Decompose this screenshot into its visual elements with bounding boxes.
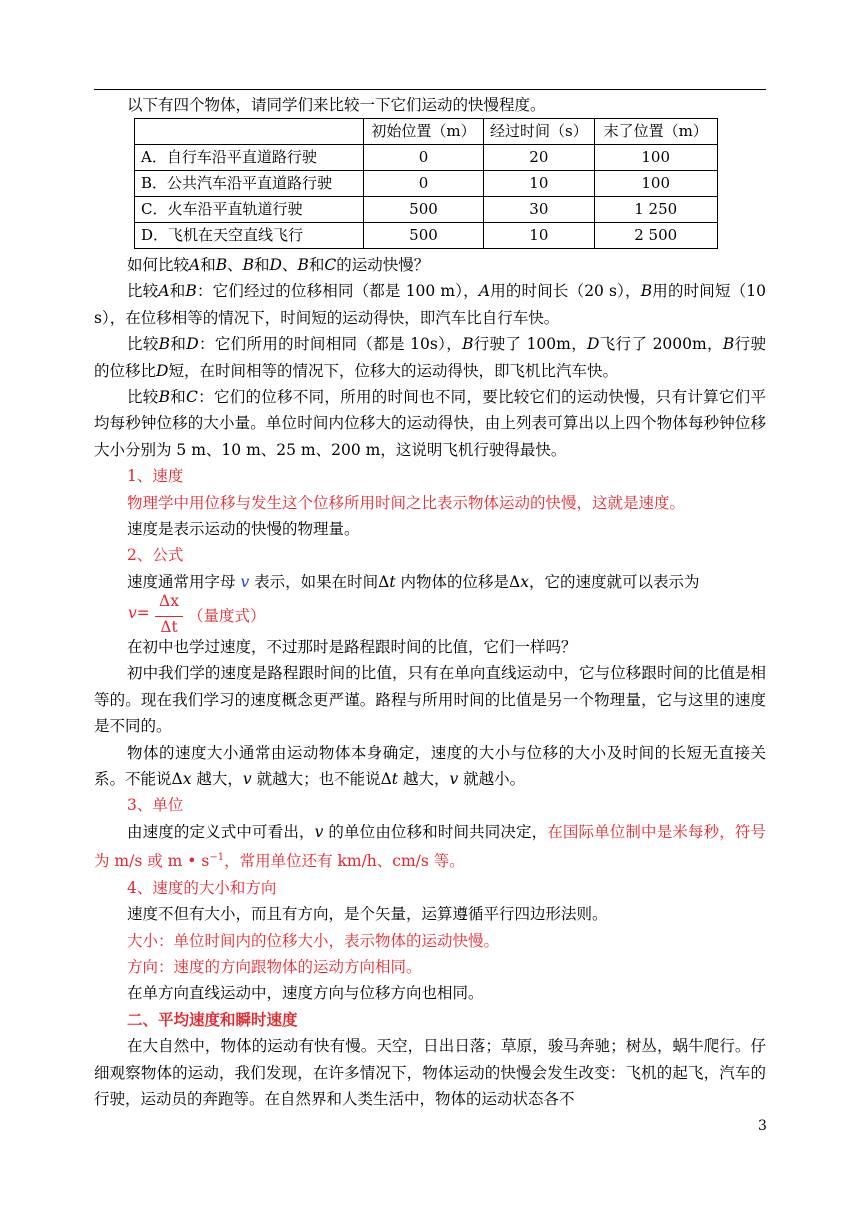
speed-relationship bbox=[94, 740, 766, 793]
text-run: 短，在时间相等的情况下，位移大的运动得快，即飞机比汽车快。 bbox=[168, 361, 618, 380]
text-run: B bbox=[722, 335, 735, 354]
text-run: 就越大；也不能说Δ bbox=[251, 770, 392, 789]
section-3-title: 3、单位 bbox=[127, 796, 184, 815]
text-run: ：它们的位移不同，所用的时间也不同，要比较它们的运动快慢，只有计算它们平均每秒钟位移的大小量。单位时间内位移大的运动得快，由上列表可算出以上四个物体每秒钟位移大小分别为 5 m、10 m、25 m、200 m，这说明飞机行驶得最快。 bbox=[94, 388, 766, 459]
comparison-table bbox=[134, 118, 718, 249]
text-run: D bbox=[269, 256, 282, 274]
fraction-denominator: Δt bbox=[160, 618, 178, 636]
text-run: 比较 bbox=[127, 388, 159, 407]
table-cell: 100 bbox=[594, 145, 717, 171]
question-paragraph bbox=[94, 252, 766, 278]
table-cell: 10 bbox=[484, 171, 595, 197]
page-number: 3 bbox=[758, 1118, 767, 1134]
text-run: ：它们所用的时间相同（都是 10s）， bbox=[198, 335, 463, 354]
fraction-numerator: Δx bbox=[159, 592, 179, 610]
table-cell: 1 250 bbox=[594, 197, 717, 223]
magnitude-paragraph: 大小：单位时间内的位移大小，表示物体的运动快慢。 bbox=[127, 931, 500, 950]
formula-note: （量度式） bbox=[188, 607, 266, 625]
text-run: ，它的速度就可以表示为 bbox=[528, 572, 700, 591]
table-cell: D．飞机在天空直线飞行 bbox=[135, 223, 364, 249]
text-run: D bbox=[587, 335, 600, 354]
speed-definition: 物理学中用位移与发生这个位移所用时间之比表示物体运动的快慢，这就是速度。 bbox=[127, 493, 686, 512]
text-run: v bbox=[240, 572, 250, 591]
table-header-row bbox=[135, 119, 718, 145]
body-block-2 bbox=[94, 634, 766, 1112]
text-run: 行驶了 100m， bbox=[473, 335, 588, 354]
speed-description: 速度是表示运动的快慢的物理量。 bbox=[127, 520, 360, 539]
middle-school-answer: 初中我们学的速度是路程跟时间的比值，只有在单向直线运动中，它与位移跟时间的比值是相等的。现在我们学习的速度概念更严谨。路程与所用时间的比值是另一个物理量，它与这里的速度是不同的。 bbox=[94, 664, 766, 736]
text-run: 比较 bbox=[127, 335, 159, 354]
direction-paragraph: 方向：速度的方向跟物体的运动方向相同。 bbox=[127, 958, 422, 977]
text-run: ，常用单位还有 km/h、cm/s 等。 bbox=[224, 852, 465, 871]
text-run: B bbox=[158, 335, 171, 354]
table-cell: 500 bbox=[364, 223, 484, 249]
same-direction-paragraph: 在单方向直线运动中，速度方向与位移方向也相同。 bbox=[127, 984, 484, 1003]
text-run: 行驶的位移比 bbox=[94, 335, 766, 380]
table-cell: 0 bbox=[364, 171, 484, 197]
intro-block bbox=[94, 92, 766, 118]
text-run: v bbox=[314, 822, 324, 841]
part-2-paragraph: 在大自然中，物体的运动有快有慢。天空，日出日落；草原，骏马奔驰；树丛，蜗牛爬行。仔细观察物体的运动，我们发现，在许多情况下，物体运动的快慢会发生改变：飞机的起飞，汽车的行驶，运动员的奔跑等。在自然界和人类生活中，物体的运动状态各不 bbox=[94, 1037, 766, 1109]
formula-lhs bbox=[128, 604, 150, 622]
text-run: x bbox=[520, 572, 529, 591]
text-run: B bbox=[215, 256, 228, 274]
table-row bbox=[135, 223, 718, 249]
table-row bbox=[135, 171, 718, 197]
text-run: 内物体的位移是Δ bbox=[395, 572, 521, 591]
text-run: 由速度的定义式中可看出， bbox=[127, 822, 315, 841]
text-run: x bbox=[182, 770, 192, 789]
text-run: 表示，如果在时间Δ bbox=[249, 572, 390, 591]
text-run: B bbox=[640, 282, 653, 301]
text-run: t bbox=[389, 572, 396, 591]
text-run: 和 bbox=[200, 256, 216, 274]
text-run: 用的时间短（10 s），在位移相等的情况下，时间短的运动得快，即汽车比自行车快。 bbox=[94, 282, 766, 327]
table-cell: 30 bbox=[484, 197, 595, 223]
section-1-title: 1、速度 bbox=[127, 467, 184, 486]
text-run: 速度通常用字母 bbox=[127, 572, 241, 591]
text-run: 就越小。 bbox=[458, 770, 526, 789]
text-run: ：它们经过的位移相同（都是 100 m）， bbox=[196, 282, 479, 301]
text-run: B bbox=[185, 282, 197, 301]
text-run: 比较 bbox=[127, 282, 159, 301]
text-run: 和 bbox=[308, 256, 325, 274]
table-header-cell bbox=[135, 119, 364, 145]
text-run: C bbox=[324, 256, 337, 274]
section-4-title: 4、速度的大小和方向 bbox=[127, 878, 277, 897]
table-cell: 10 bbox=[484, 223, 595, 249]
intro-text: 以下有四个物体，请同学们来比较一下它们运动的快慢程度。 bbox=[127, 96, 546, 114]
text-run: B bbox=[297, 256, 309, 274]
table-header-cell: 末了位置（m） bbox=[594, 119, 717, 145]
table-cell: C．火车沿平直轨道行驶 bbox=[135, 197, 364, 223]
text-run: 物体的速度大小通常由运动物体本身确定，速度的大小与位移的大小及时间的长短无直接关系。不能说Δ bbox=[94, 743, 766, 789]
text-run: 如何比较 bbox=[127, 256, 190, 274]
text-run: 越大， bbox=[191, 770, 243, 789]
compare-ab-paragraph bbox=[94, 278, 766, 331]
compare-bd-paragraph bbox=[94, 331, 766, 384]
text-run: 用的时间长（20 s）， bbox=[490, 282, 641, 301]
text-run: D bbox=[186, 335, 199, 354]
table-cell: 100 bbox=[594, 171, 717, 197]
text-run: 的单位由位移和时间共同决定， bbox=[323, 822, 548, 841]
text-run: B bbox=[242, 256, 255, 274]
text-run: B bbox=[158, 388, 170, 407]
text-run: t bbox=[391, 770, 399, 789]
text-run: = bbox=[136, 604, 150, 622]
text-run: 、 bbox=[227, 256, 243, 274]
text-run: 和 bbox=[169, 388, 187, 407]
header-rule bbox=[94, 89, 766, 90]
text-run: 和 bbox=[254, 256, 270, 274]
table-cell: 2 500 bbox=[594, 223, 717, 249]
text-run: 飞行了 2000m， bbox=[599, 335, 723, 354]
text-run: A bbox=[478, 282, 491, 301]
fraction-bar bbox=[155, 616, 183, 617]
table-cell: A．自行车沿平直道路行驶 bbox=[135, 145, 364, 171]
text-run: B bbox=[462, 335, 474, 354]
table-cell: 0 bbox=[364, 145, 484, 171]
text-run: v bbox=[128, 604, 137, 622]
table-header-cell: 经过时间（s） bbox=[484, 119, 595, 145]
text-run: A bbox=[158, 282, 170, 301]
vector-paragraph: 速度不但有大小，而且有方向，是个矢量，运算遵循平行四边形法则。 bbox=[127, 905, 608, 924]
part-2-title: 二、平均速度和瞬时速度 bbox=[127, 1009, 298, 1029]
section-2-title: 2、公式 bbox=[127, 546, 184, 565]
table-cell: B．公共汽车沿平直道路行驶 bbox=[135, 171, 364, 197]
unit-paragraph bbox=[94, 819, 766, 875]
text-run: A bbox=[189, 256, 201, 274]
text-run: 、 bbox=[281, 256, 298, 274]
table-row bbox=[135, 197, 718, 223]
text-run: 和 bbox=[170, 335, 187, 354]
text-run: 的运动快慢？ bbox=[336, 256, 430, 274]
text-run: C bbox=[186, 388, 198, 407]
table-cell: 20 bbox=[484, 145, 595, 171]
text-run: 和 bbox=[169, 282, 186, 301]
formula-intro bbox=[94, 569, 766, 595]
table-header-cell: 初始位置（m） bbox=[364, 119, 484, 145]
body-block-1 bbox=[94, 252, 766, 595]
text-run: 在国际单位制中是米每秒，符号为 m/s 或 m • s bbox=[94, 822, 766, 871]
text-run: D bbox=[156, 361, 169, 380]
table-cell: 500 bbox=[364, 197, 484, 223]
text-run: 越大， bbox=[398, 770, 450, 789]
text-run: v bbox=[242, 770, 252, 789]
text-run: −1 bbox=[209, 852, 225, 864]
compare-bc-paragraph bbox=[94, 384, 766, 463]
table-row bbox=[135, 145, 718, 171]
text-run: v bbox=[449, 770, 459, 789]
middle-school-question: 在初中也学过速度，不过那时是路程跟时间的比值，它们一样吗？ bbox=[127, 638, 577, 656]
